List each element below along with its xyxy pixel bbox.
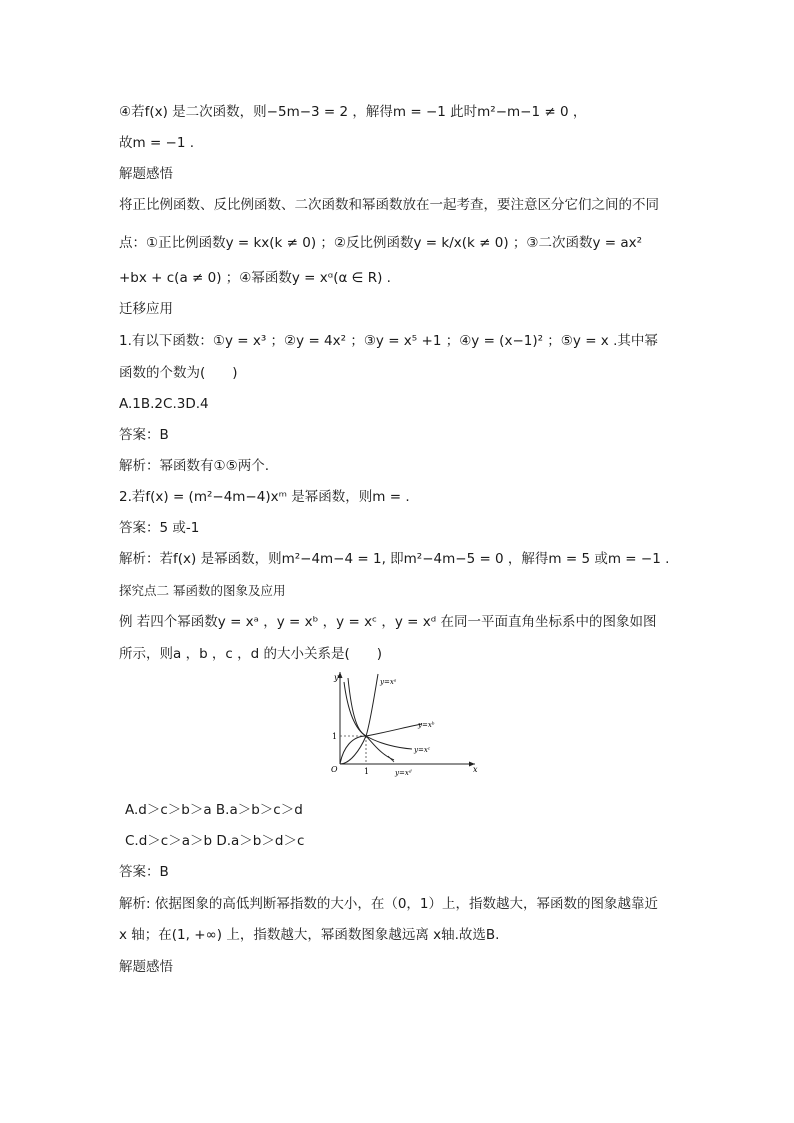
answer-2: 答案：5 或-1 [119,520,200,536]
text-line-6: +bx + c(a ≠ 0) ；④幂函数y = xᵅ(α ∈ R) . [119,270,391,286]
curve-d-label: y=xᵈ [395,769,412,777]
example-options-cd: C.d＞c＞a＞b D.a＞b＞d＞c [125,833,305,849]
text-line-4: 将正比例函数、反比例函数、二次函数和幂函数放在一起考查，要注意区分它们之间的不同 [119,197,659,213]
answer-example: 答案：B [119,864,169,880]
text-line-2: 故m = −1 . [119,135,195,151]
heading-reflection-2: 解题感悟 [119,959,173,975]
curve-c-label: y=xᶜ [414,746,431,754]
question-1-cont: 函数的个数为( ) [119,365,238,381]
section-heading-2: 探究点二 幂函数的图象及应用 [119,583,286,598]
example-question: 例 若四个幂函数y = xᵃ ，y = xᵇ ，y = xᶜ ，y = xᵈ 在同一平面直角坐标系中的图象如图 [119,614,657,630]
tick-y-1: 1 [332,732,338,741]
curve-a [340,674,378,764]
example-options-ab: A.d＞c＞b＞a B.a＞b＞c＞d [125,802,303,818]
analysis-2: 解析：若f(x) 是幂函数，则m²−4m−4 = 1, 即m²−4m−5 = 0 ，解得m = 5 或m = −1 . [119,551,670,567]
axis-y-label: y [334,673,339,682]
analysis-1: 解析：幂函数有①⑤两个. [119,458,269,474]
curve-d [348,678,394,760]
curve-b-label: y=xᵇ [418,721,435,729]
origin-label: O [331,765,338,774]
heading-reflection-1: 解题感悟 [119,166,173,182]
tick-x-1: 1 [364,767,370,776]
question-1: 1.有以下函数：①y = x³ ；②y = 4x² ；③y = x⁵ +1 ；④y = (x−1)² ；⑤y = x .其中幂 [119,333,658,349]
question-1-options: A.1B.2C.3D.4 [119,396,209,412]
power-function-graph [310,668,480,786]
example-question-cont: 所示，则a ，b ，c ，d 的大小关系是( ) [119,646,383,662]
curve-a-label: y=xᵃ [380,678,397,686]
label-d-pointer [388,756,394,762]
analysis-example: 解析: 依据图象的高低判断幂指数的大小，在（0，1）上，指数越大，幂函数的图象越靠近 [119,896,659,912]
axis-x-label: x [473,765,478,774]
text-line-5: 点：①正比例函数y = kx(k ≠ 0) ；②反比例函数y = k/x(k ≠ 0) ；③二次函数y = ax² [119,235,643,251]
heading-practice: 迁移应用 [119,301,173,317]
question-2: 2.若f(x) = (m²−4m−4)xᵐ 是幂函数，则m = . [119,489,410,505]
analysis-example-cont: x 轴；在(1, +∞) 上，指数越大，幂函数图象越远离 x轴.故选B. [119,927,500,943]
answer-1: 答案：B [119,427,169,443]
text-line-1: ④若f(x) 是二次函数，则−5m−3 = 2 ，解得m = −1 此时m²−m−1 ≠ 0 ， [119,104,587,120]
